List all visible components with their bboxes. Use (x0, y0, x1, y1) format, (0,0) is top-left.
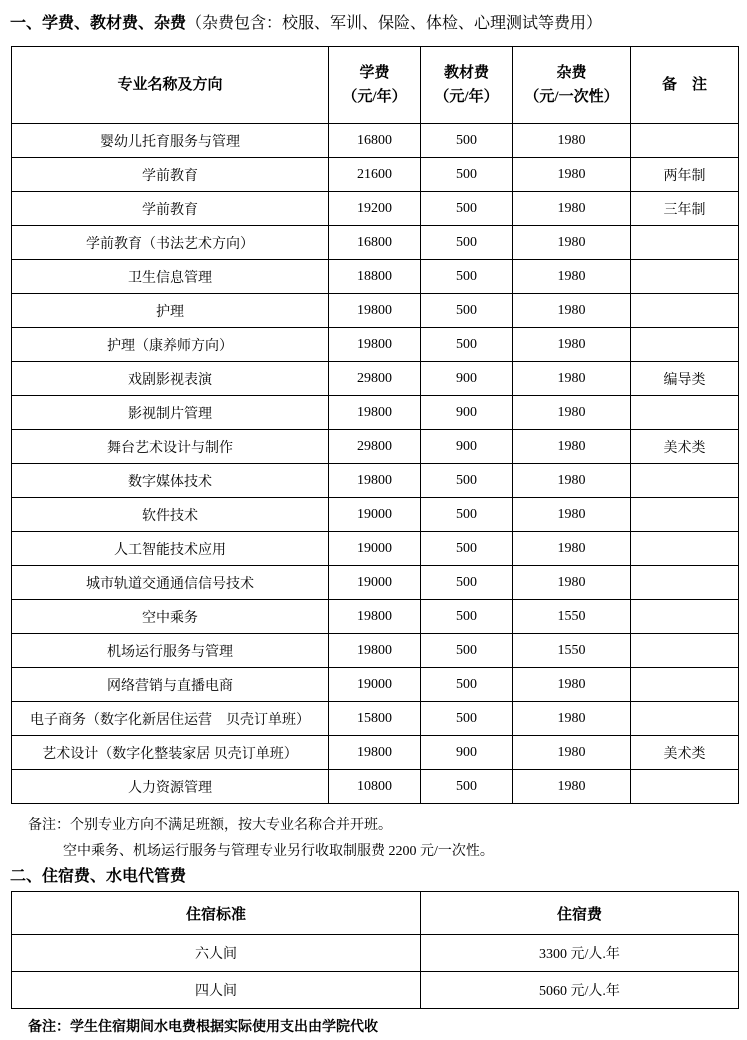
remark-cell: 三年制 (631, 192, 739, 226)
tuition-cell: 29800 (329, 430, 421, 464)
misc-cell: 1550 (513, 634, 631, 668)
major-cell: 艺术设计（数字化整装家居 贝壳订单班） (12, 736, 329, 770)
textbook-cell: 500 (421, 634, 513, 668)
room-fee-cell: 5060 元/人.年 (421, 972, 739, 1009)
remark-cell (631, 396, 739, 430)
accommodation-header-row (12, 892, 739, 935)
fee-table-row (12, 158, 739, 192)
remark-cell (631, 770, 739, 804)
major-cell: 空中乘务 (12, 600, 329, 634)
fee-table-row (12, 464, 739, 498)
remark-cell (631, 600, 739, 634)
remark-cell: 两年制 (631, 158, 739, 192)
misc-cell: 1980 (513, 396, 631, 430)
major-cell: 学前教育（书法艺术方向） (12, 226, 329, 260)
tuition-cell: 19200 (329, 192, 421, 226)
misc-cell: 1980 (513, 124, 631, 158)
remark-cell (631, 226, 739, 260)
remark-cell (631, 634, 739, 668)
textbook-cell: 500 (421, 770, 513, 804)
textbook-cell: 500 (421, 498, 513, 532)
fee-note-line1: 备注：个别专业方向不满足班额，按大专业名称合并开班。 (28, 818, 392, 833)
misc-cell: 1980 (513, 668, 631, 702)
fee-table-row (12, 124, 739, 158)
tuition-cell: 19800 (329, 294, 421, 328)
major-cell: 卫生信息管理 (12, 260, 329, 294)
remark-cell (631, 464, 739, 498)
remark-cell (631, 532, 739, 566)
remark-cell (631, 124, 739, 158)
major-cell: 网络营销与直播电商 (12, 668, 329, 702)
textbook-cell: 900 (421, 396, 513, 430)
section2-title: 二、住宿费、水电代管费 (10, 868, 187, 885)
fee-table-row (12, 294, 739, 328)
remark-cell: 编导类 (631, 362, 739, 396)
tuition-cell: 19800 (329, 736, 421, 770)
tuition-cell: 16800 (329, 226, 421, 260)
header-remark: 备 注 (631, 47, 739, 124)
tuition-cell: 19000 (329, 498, 421, 532)
accommodation-row (12, 972, 739, 1009)
section1-title-paren: （杂费包含：校服、军训、保险、体检、心理测试等费用） (186, 15, 603, 32)
tuition-cell: 29800 (329, 362, 421, 396)
fee-table-row (12, 260, 739, 294)
header-textbook-line1: 教材费 (443, 65, 489, 81)
misc-cell: 1980 (513, 532, 631, 566)
fee-table-row (12, 362, 739, 396)
fee-table-row (12, 600, 739, 634)
header-tuition-line1: 学费 (359, 65, 390, 81)
textbook-cell: 500 (421, 668, 513, 702)
major-cell: 护理 (12, 294, 329, 328)
section1-title-main: 一、学费、教材费、杂费 (10, 15, 187, 32)
misc-cell: 1980 (513, 192, 631, 226)
misc-cell: 1980 (513, 770, 631, 804)
accommodation-table (11, 891, 739, 1009)
remark-cell: 美术类 (631, 430, 739, 464)
fee-table-row (12, 566, 739, 600)
textbook-cell: 500 (421, 226, 513, 260)
tuition-cell: 18800 (329, 260, 421, 294)
misc-cell: 1980 (513, 498, 631, 532)
tuition-cell: 19800 (329, 396, 421, 430)
misc-cell: 1980 (513, 260, 631, 294)
header-textbook (421, 47, 513, 124)
fee-table-row (12, 702, 739, 736)
remark-cell (631, 260, 739, 294)
tuition-cell: 19800 (329, 634, 421, 668)
misc-cell: 1980 (513, 736, 631, 770)
tuition-cell: 21600 (329, 158, 421, 192)
textbook-cell: 500 (421, 328, 513, 362)
misc-cell: 1980 (513, 328, 631, 362)
fee-table-row (12, 770, 739, 804)
textbook-cell: 500 (421, 124, 513, 158)
textbook-cell: 500 (421, 600, 513, 634)
remark-cell (631, 328, 739, 362)
major-cell: 戏剧影视表演 (12, 362, 329, 396)
remark-cell (631, 668, 739, 702)
textbook-cell: 500 (421, 294, 513, 328)
textbook-cell: 500 (421, 464, 513, 498)
misc-cell: 1980 (513, 362, 631, 396)
fee-table-row (12, 498, 739, 532)
fee-table-row (12, 668, 739, 702)
header-misc-line1: 杂费 (556, 65, 587, 81)
tuition-cell: 10800 (329, 770, 421, 804)
fee-table-row (12, 532, 739, 566)
remark-cell (631, 566, 739, 600)
major-cell: 人工智能技术应用 (12, 532, 329, 566)
textbook-cell: 500 (421, 158, 513, 192)
fee-table-row (12, 192, 739, 226)
major-cell: 护理（康养师方向） (12, 328, 329, 362)
fee-table-notes (28, 813, 747, 865)
remark-cell (631, 702, 739, 736)
major-cell: 舞台艺术设计与制作 (12, 430, 329, 464)
textbook-cell: 500 (421, 532, 513, 566)
textbook-cell: 500 (421, 702, 513, 736)
misc-cell: 1980 (513, 158, 631, 192)
textbook-cell: 500 (421, 566, 513, 600)
major-cell: 影视制片管理 (12, 396, 329, 430)
misc-cell: 1980 (513, 566, 631, 600)
major-cell: 机场运行服务与管理 (12, 634, 329, 668)
major-cell: 人力资源管理 (12, 770, 329, 804)
fee-table (11, 46, 739, 804)
header-tuition (329, 47, 421, 124)
tuition-cell: 19800 (329, 328, 421, 362)
misc-cell: 1980 (513, 294, 631, 328)
fee-table-row (12, 634, 739, 668)
tuition-cell: 19800 (329, 464, 421, 498)
tuition-cell: 15800 (329, 702, 421, 736)
tuition-cell: 19000 (329, 566, 421, 600)
header-room-standard: 住宿标准 (12, 892, 421, 935)
fee-table-body (12, 124, 739, 804)
textbook-cell: 500 (421, 192, 513, 226)
textbook-cell: 900 (421, 430, 513, 464)
room-type-cell: 六人间 (12, 935, 421, 972)
misc-cell: 1980 (513, 226, 631, 260)
major-cell: 婴幼儿托育服务与管理 (12, 124, 329, 158)
major-cell: 城市轨道交通通信信号技术 (12, 566, 329, 600)
room-fee-cell: 3300 元/人.年 (421, 935, 739, 972)
tuition-cell: 19000 (329, 532, 421, 566)
fee-document (0, 13, 747, 1040)
section1-title (10, 13, 747, 34)
fee-note-line2: 空中乘务、机场运行服务与管理专业另行收取制服费 2200 元/一次性。 (63, 844, 494, 859)
remark-cell: 美术类 (631, 736, 739, 770)
textbook-cell: 900 (421, 736, 513, 770)
major-cell: 电子商务（数字化新居住运营 贝壳订单班） (12, 702, 329, 736)
major-cell: 学前教育 (12, 192, 329, 226)
fee-table-row (12, 226, 739, 260)
accommodation-note: 备注：学生住宿期间水电费根据实际使用支出由学院代收 (28, 1020, 378, 1035)
major-cell: 软件技术 (12, 498, 329, 532)
major-cell: 数字媒体技术 (12, 464, 329, 498)
fee-table-header-row (12, 47, 739, 124)
remark-cell (631, 294, 739, 328)
header-misc (513, 47, 631, 124)
header-major: 专业名称及方向 (12, 47, 329, 124)
tuition-cell: 16800 (329, 124, 421, 158)
accommodation-table-body (12, 935, 739, 1009)
fee-table-row (12, 328, 739, 362)
fee-table-row (12, 430, 739, 464)
fee-table-row (12, 736, 739, 770)
header-misc-line2: （元/一次性） (524, 89, 619, 105)
textbook-cell: 900 (421, 362, 513, 396)
room-type-cell: 四人间 (12, 972, 421, 1009)
major-cell: 学前教育 (12, 158, 329, 192)
textbook-cell: 500 (421, 260, 513, 294)
tuition-cell: 19000 (329, 668, 421, 702)
misc-cell: 1980 (513, 430, 631, 464)
remark-cell (631, 498, 739, 532)
header-textbook-line2: （元/年） (434, 89, 499, 105)
header-tuition-line2: （元/年） (342, 89, 407, 105)
fee-table-row (12, 396, 739, 430)
header-room-fee: 住宿费 (421, 892, 739, 935)
misc-cell: 1980 (513, 464, 631, 498)
misc-cell: 1550 (513, 600, 631, 634)
misc-cell: 1980 (513, 702, 631, 736)
tuition-cell: 19800 (329, 600, 421, 634)
accommodation-row (12, 935, 739, 972)
